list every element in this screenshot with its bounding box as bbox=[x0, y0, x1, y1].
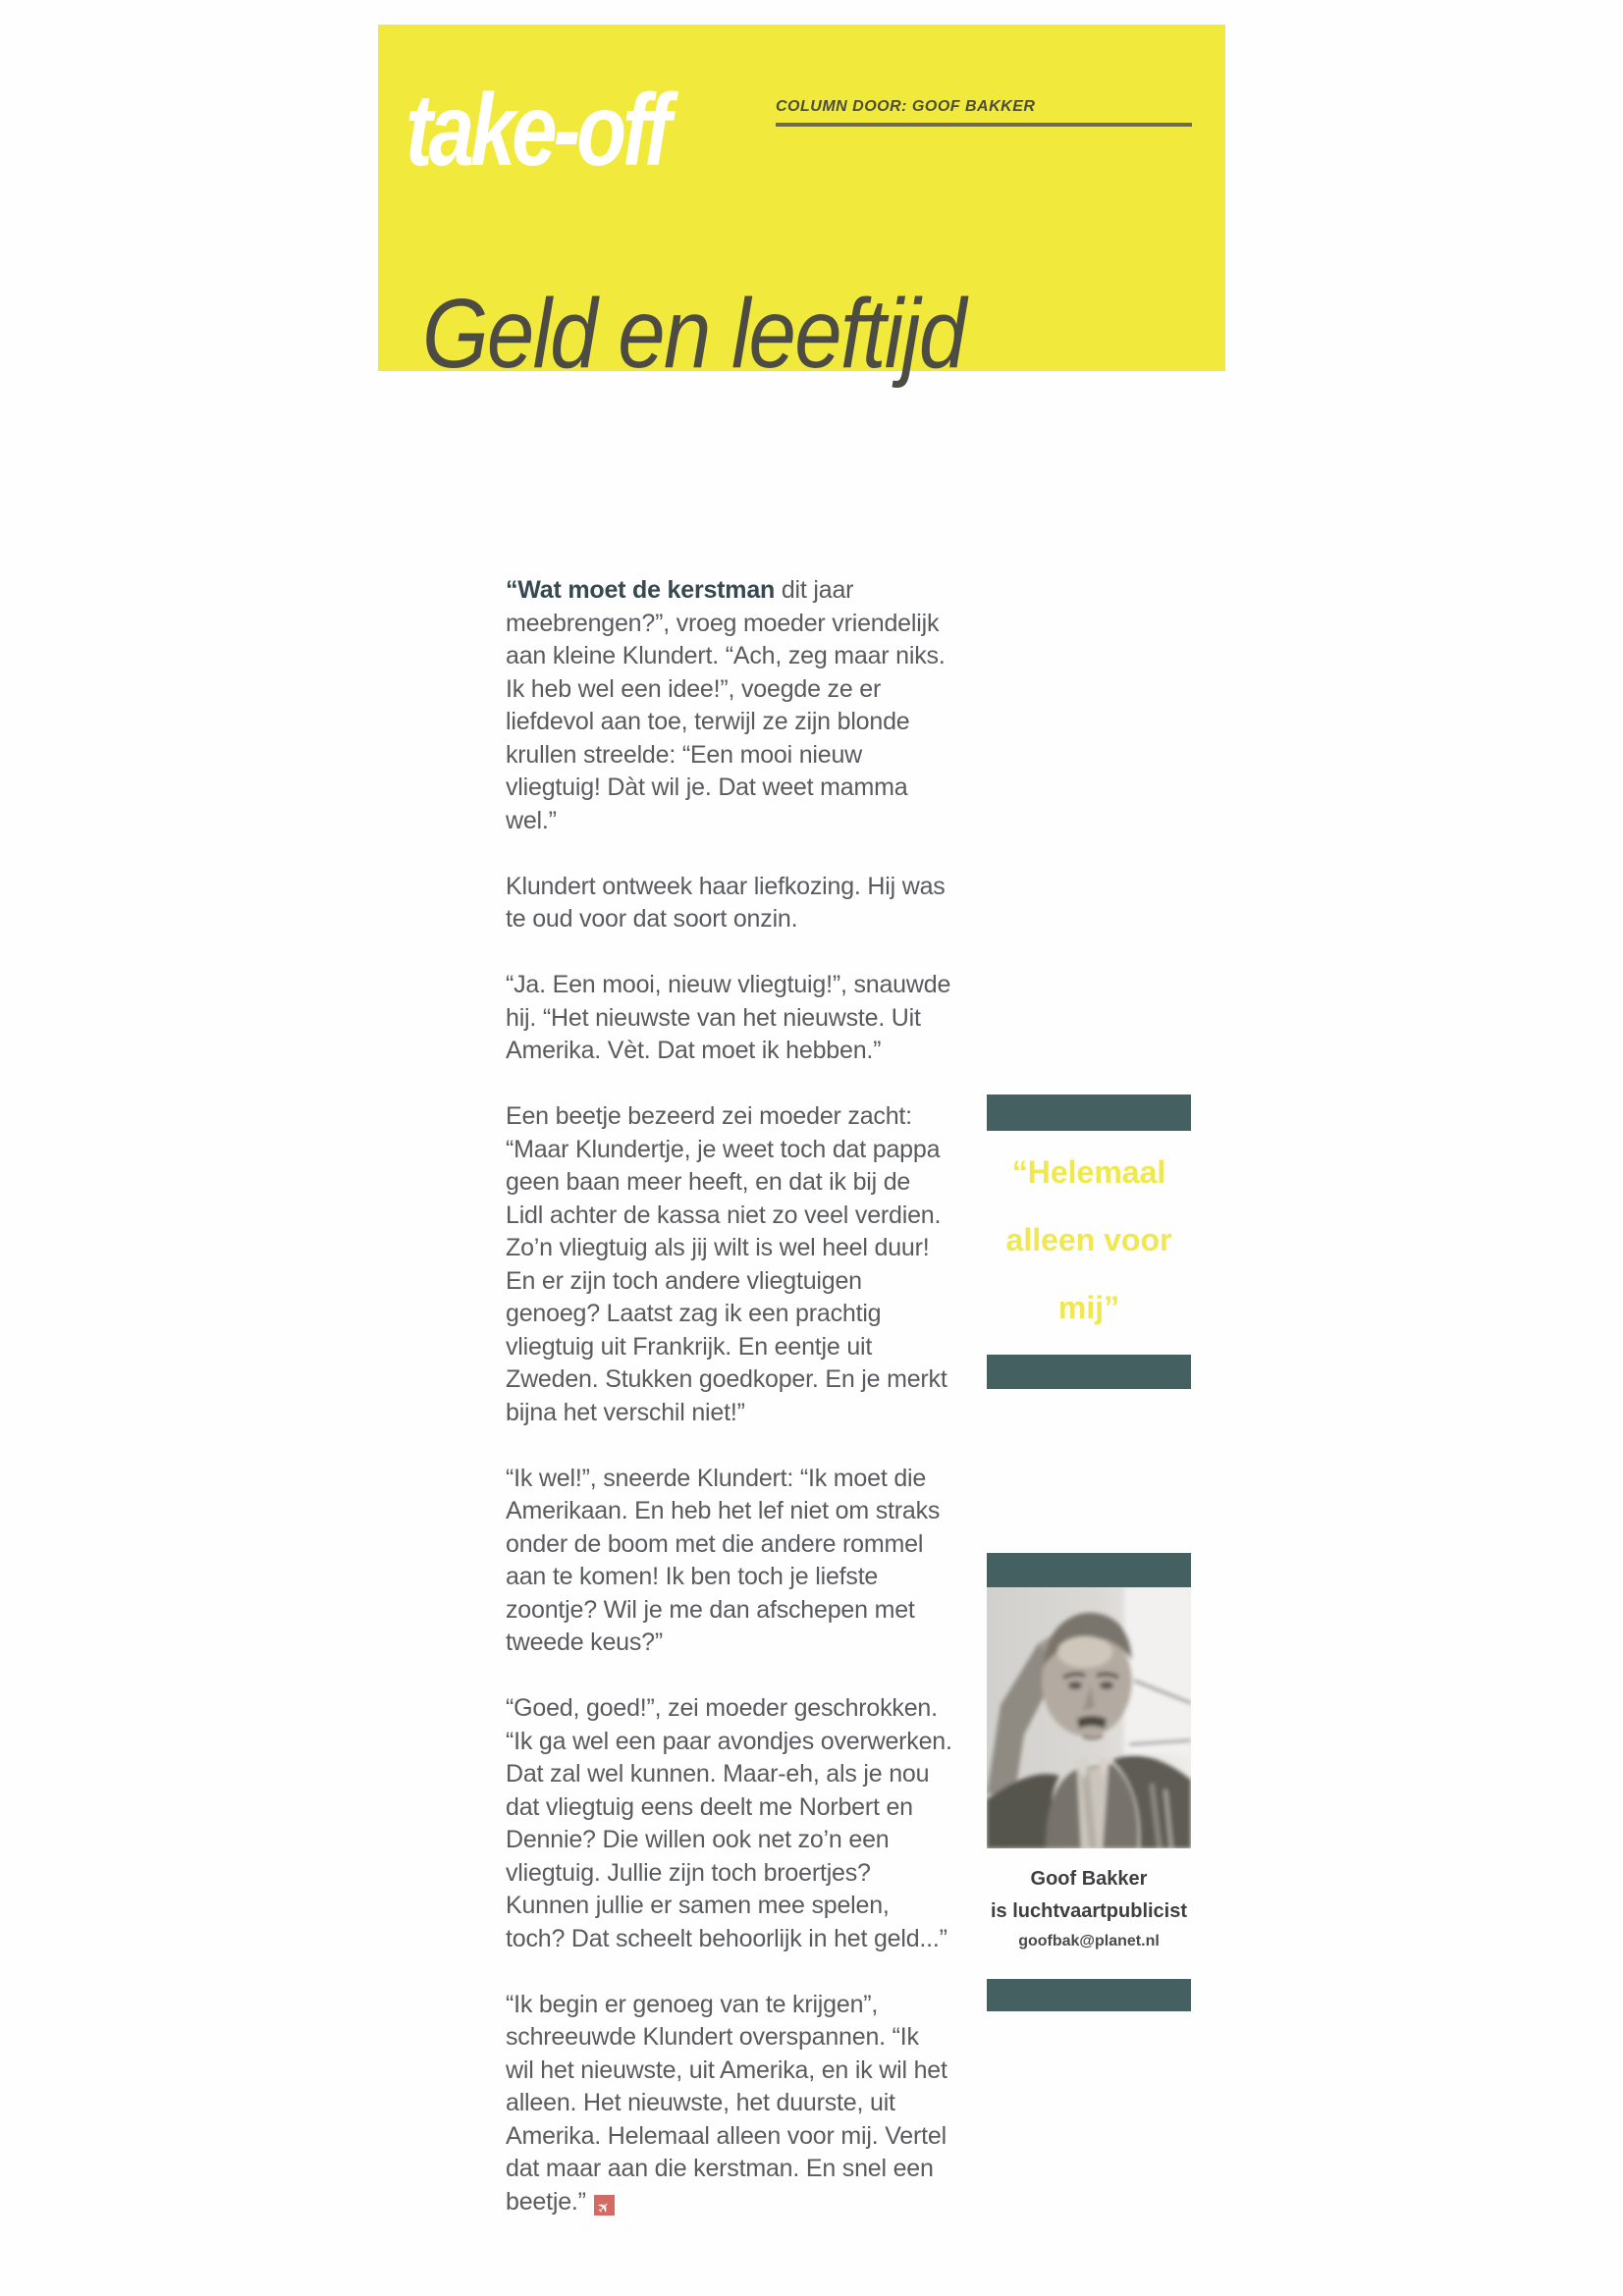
paragraph-5: “Ik wel!”, sneerde Klundert: “Ik moet die Amerikaan. En heb het lef niet om straks onder de boom met die andere rommel aan te komen! Ik ben toch je liefste zoontje? Wil je me dan afschepen met tweede keus?” bbox=[506, 1464, 941, 1656]
photo-top-bar bbox=[987, 1553, 1191, 1587]
pull-quote-line: mij” bbox=[1057, 1290, 1120, 1325]
paragraph-3: “Ja. Een mooi, nieuw vliegtuig!”, snauwde hij. “Het nieuwste van het nieuwste. Uit Amerika. Vèt. Dat moet ik hebben.” bbox=[506, 971, 951, 1064]
paragraph-1: “Wat moet de kerstman dit jaar meebrengen?”, vroeg moeder vriendelijk aan kleine Klundert. “Ach, zeg maar niks. Ik heb wel een idee!”, voegde ze er liefdevol aan toe, terwijl ze zijn blonde krullen streelde: “Een mooi nieuw vliegtuig! Dàt wil je. Dat weet mamma wel.” bbox=[506, 576, 946, 834]
magazine-logo: take-off bbox=[406, 74, 668, 187]
paragraph-6: “Goed, goed!”, zei moeder geschrokken. “Ik ga wel een paar avondjes overwerken. Dat zal wel kunnen. Maar-eh, als je nou dat vliegtuig eens deelt me Norbert en Dennie? Die willen ook net zo’n een vliegtuig. Jullie zijn toch broertjes? Kunnen jullie er samen mee spelen, toch? Dat scheelt behoorlijk in het geld...” bbox=[506, 1694, 952, 1952]
paragraph-2: Klundert ontweek haar liefkozing. Hij was te oud voor dat soort onzin. bbox=[506, 872, 946, 933]
paragraph-7: “Ik begin er genoeg van te krijgen”, schreeuwde Klundert overspannen. “Ik wil het nieuwste, uit Amerika, en ik wil het alleen. Het nieuwste, het duurste, uit Amerika. Helemaal alleen voor mij. Vertel dat maar aan die kerstman. En snel een beetje.” ✈ bbox=[506, 1990, 947, 2218]
article-body bbox=[506, 574, 952, 2252]
author-name: Goof Bakker bbox=[1030, 1868, 1148, 1890]
page-title: Geld en leeftijd bbox=[422, 279, 965, 389]
pull-quote-line: alleen voor bbox=[1005, 1222, 1172, 1257]
airplane-endmark-icon: ✈ bbox=[594, 2195, 615, 2216]
column-credit: COLUMN DOOR: GOOF BAKKER bbox=[776, 98, 1036, 115]
pull-quote bbox=[987, 1139, 1191, 1342]
author-email: goofbak@planet.nl bbox=[1018, 1933, 1160, 1949]
portrait-illustration bbox=[987, 1587, 1191, 1848]
author-photo bbox=[987, 1587, 1191, 1848]
pullquote-top-bar bbox=[987, 1095, 1191, 1131]
credit-underline bbox=[776, 123, 1192, 127]
lead-bold-text: “Wat moet de kerstman bbox=[506, 576, 776, 604]
rail-bottom-bar bbox=[987, 1979, 1191, 2011]
author-role: is luchtvaartpublicist bbox=[990, 1900, 1188, 1922]
pullquote-bottom-bar bbox=[987, 1355, 1191, 1389]
pull-quote-line: “Helemaal bbox=[1011, 1154, 1166, 1190]
paragraph-4: Een beetje bezeerd zei moeder zacht: “Maar Klundertje, je weet toch dat pappa geen baan meer heeft, en dat ik bij de Lidl achter de kassa niet zo veel verdien. Zo’n vliegtuig als jij wilt is wel heel duur! En er zijn toch andere vliegtuigen genoeg? Laatst zag ik een prachtig vliegtuig uit Frankrijk. En eentje uit Zweden. Stukken goedkoper. En je merkt bijna het verschil niet!” bbox=[506, 1102, 947, 1426]
